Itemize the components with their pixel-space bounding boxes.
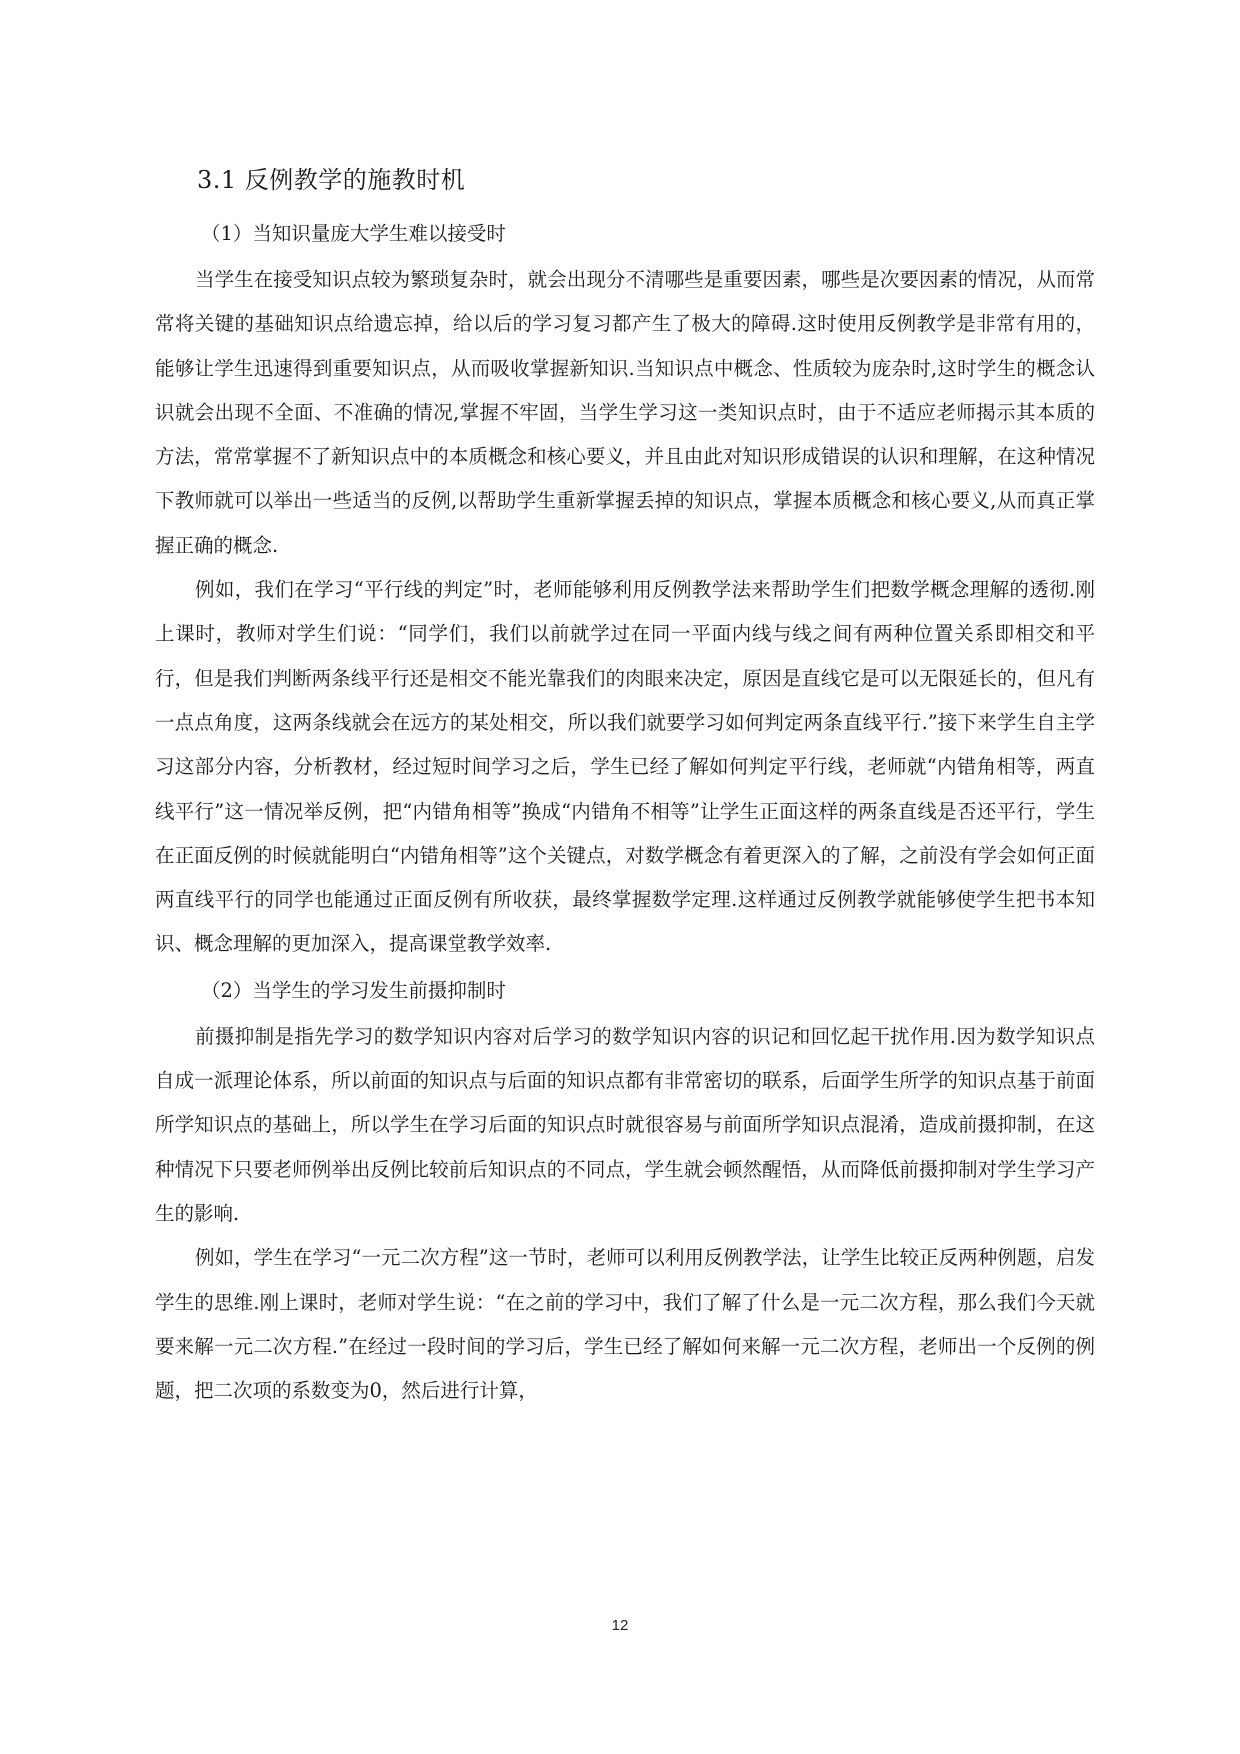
body-paragraph: 例如，我们在学习“平行线的判定”时，老师能够利用反例教学法来帮助学生们把数学概念理解的透彻.刚上课时，教师对学生们说：“同学们，我们以前就学过在同一平面内线与线之间有两种位置关系即相交和平行，但是我们判断两条线平行还是相交不能光靠我们的肉眼来决定，原因是直线它是可以无限延长的，但凡有一点点角度，这两条线就会在远方的某处相交，所以我们就要学习如何判定两条直线平行.”接下来学生自主学习这部分内容，分析教材，经过短时间学习之后，学生已经了解如何判定平行线，老师就“内错角相等，两直线平行”这一情况举反例，把“内错角相等”换成“内错角不相等”让学生正面这样的两条直线是否还平行，学生在正面反例的时候就能明白“内错角相等”这个关键点，对数学概念有着更深入的了解，之前没有学会如何正面两直线平行的同学也能通过正面反例有所收获，最终掌握数学定理.这样通过反例教学就能够使学生把书本知识、概念理解的更加深入，提高课堂教学效率. — [155, 578, 1095, 956]
body-paragraph: 前摄抑制是指先学习的数学知识内容对后学习的数学知识内容的识记和回忆起干扰作用.因为数学知识点自成一派理论体系，所以前面的知识点与后面的知识点都有非常密切的联系，后面学生所学的知识点基于前面所学知识点的基础上，所以学生在学习后面的知识点时就很容易与前面所学知识点混淆，造成前摄抑制，在这种情况下只要老师例举出反例比较前后知识点的不同点，学生就会顿然醒悟，从而降低前摄抑制对学生学习产生的影响. — [155, 1024, 1095, 1225]
body-paragraph: 例如，学生在学习“一元二次方程”这一节时，老师可以利用反例教学法，让学生比较正反两种例题，启发学生的思维.刚上课时，老师对学生说：“在之前的学习中，我们了解了什么是一元二次方程，那么我们今天就要来解一元二次方程.”在经过一段时间的学习后，学生已经了解如何来解一元二次方程，老师出一个反例的例题，把二次项的系数变为0，然后进行计算， — [155, 1246, 1095, 1403]
subsection-heading-1: （1）当知识量庞大学生难以接受时 — [201, 222, 506, 245]
subsection-heading-2: （2）当学生的学习发生前摄抑制时 — [201, 978, 506, 1002]
page-content — [155, 150, 1095, 1413]
section-heading: 3.1 反例教学的施教时机 — [197, 166, 466, 194]
body-paragraph: 当学生在接受知识点较为繁琐复杂时，就会出现分不清哪些是重要因素，哪些是次要因素的情况，从而常常将关键的基础知识点给遗忘掉，给以后的学习复习都产生了极大的障碍.这时使用反例教学是非常有用的，能够让学生迅速得到重要知识点，从而吸收掌握新知识.当知识点中概念、性质较为庞杂时,这时学生的概念认识就会出现不全面、不准确的情况,掌握不牢固，当学生学习这一类知识点时，由于不适应老师揭示其本质的方法，常常掌握不了新知识点中的本质概念和核心要义，并且由此对知识形成错误的认识和理解，在这种情况下教师就可以举出一些适当的反例,以帮助学生重新掌握丢掉的知识点，掌握本质概念和核心要义,从而真正掌握正确的概念. — [155, 268, 1095, 557]
page-number: 12 — [611, 1617, 629, 1634]
